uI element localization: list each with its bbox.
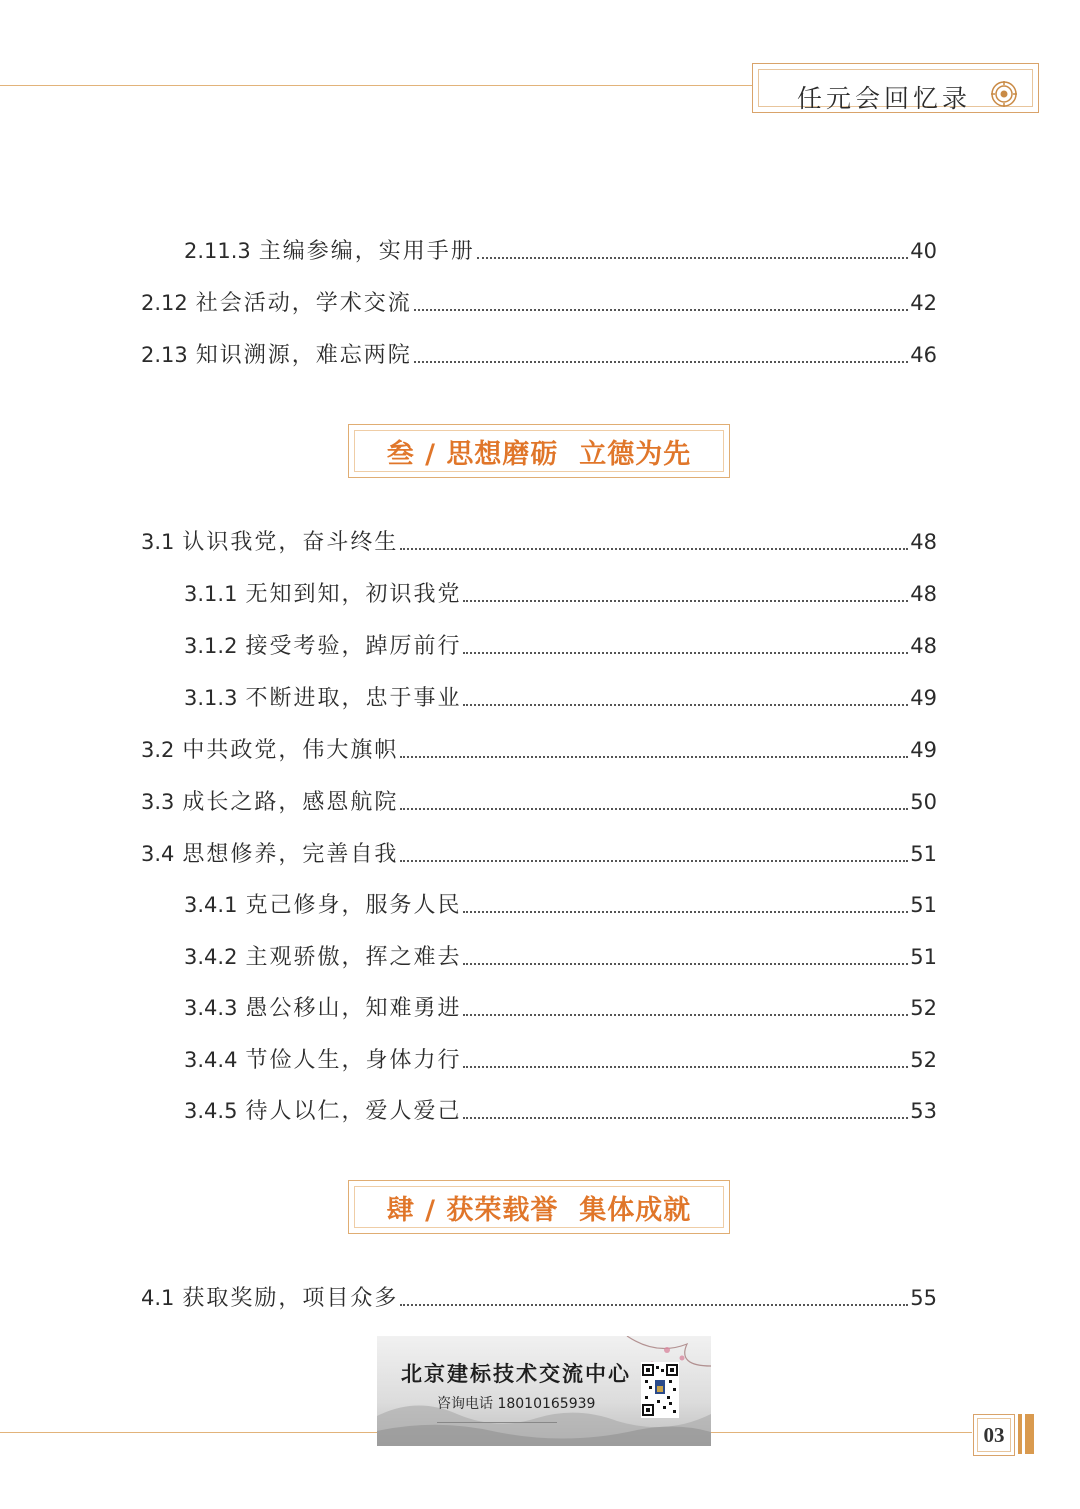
toc-entry[interactable] — [141, 1283, 937, 1313]
toc-number: 3.4.5 — [184, 1099, 238, 1123]
toc-title: 主编参编，实用手册 — [258, 239, 475, 264]
toc-number: 3.4.1 — [184, 893, 238, 917]
toc-entry[interactable] — [141, 735, 937, 765]
toc-leader — [400, 547, 908, 550]
toc-number: 3.3 — [141, 790, 175, 814]
toc-title: 认识我党，奋斗终生 — [182, 530, 399, 555]
toc-leader — [463, 910, 908, 913]
toc-page-number: 49 — [910, 686, 937, 710]
toc-leader — [400, 859, 908, 862]
toc-leader — [463, 703, 908, 706]
toc-page-number: 40 — [910, 239, 937, 263]
toc-entry[interactable] — [141, 839, 937, 869]
toc-number: 3.1.3 — [184, 686, 238, 710]
advert-title: 北京建标技术交流中心 — [401, 1361, 631, 1386]
toc-title: 克己修身，服务人民 — [245, 893, 462, 918]
toc-title: 接受考验，踔厉前行 — [245, 634, 462, 659]
toc-number: 2.11.3 — [184, 239, 251, 263]
toc-leader — [463, 1013, 908, 1016]
toc-page-number: 48 — [910, 530, 937, 554]
toc-number: 4.1 — [141, 1286, 175, 1310]
toc-leader — [463, 962, 908, 965]
header-rule — [0, 85, 752, 86]
toc-number: 3.4.2 — [184, 945, 238, 969]
toc-title: 节俭人生，身体力行 — [245, 1048, 462, 1073]
toc-page-number: 48 — [910, 634, 937, 658]
section-title: 叁 / 思想磨砺 立德为先 — [386, 438, 692, 470]
section-heading-3 — [348, 424, 730, 478]
toc-page-number: 51 — [910, 893, 937, 917]
toc-number: 3.1 — [141, 530, 175, 554]
toc-page-number: 55 — [910, 1286, 937, 1310]
toc-leader — [477, 256, 908, 259]
toc-entry[interactable] — [141, 340, 937, 370]
toc-number: 2.13 — [141, 343, 188, 367]
toc-page-number: 51 — [910, 945, 937, 969]
toc-number: 2.12 — [141, 291, 188, 315]
toc-page-number: 52 — [910, 996, 937, 1020]
qr-code-icon[interactable] — [641, 1362, 679, 1418]
toc-entry[interactable] — [141, 787, 937, 817]
toc-number: 3.1.1 — [184, 582, 238, 606]
toc-entry[interactable] — [184, 683, 937, 713]
advert-divider — [437, 1422, 557, 1423]
toc-leader — [400, 807, 908, 810]
toc-leader — [414, 308, 908, 311]
toc-entry[interactable] — [184, 579, 937, 609]
book-title: 任元会回忆录 — [797, 84, 972, 113]
toc-title: 中共政党，伟大旗帜 — [182, 738, 399, 763]
toc-entry[interactable] — [141, 288, 937, 318]
toc-title: 知识溯源，难忘两院 — [195, 343, 412, 368]
toc-entry[interactable] — [184, 1096, 937, 1126]
toc-entry[interactable] — [184, 1045, 937, 1075]
toc-title: 社会活动，学术交流 — [195, 291, 412, 316]
page-number: 03 — [977, 1418, 1011, 1452]
toc-leader — [463, 651, 908, 654]
toc-entry[interactable] — [184, 631, 937, 661]
toc-leader — [463, 1065, 908, 1068]
toc-title: 成长之路，感恩航院 — [182, 790, 399, 815]
toc-number: 3.2 — [141, 738, 175, 762]
toc-page-number: 53 — [910, 1099, 937, 1123]
header-title-box — [752, 63, 1039, 113]
toc-entry[interactable] — [184, 942, 937, 972]
toc-page-number: 48 — [910, 582, 937, 606]
toc-title: 获取奖励，项目众多 — [182, 1286, 399, 1311]
section-heading-4 — [348, 1180, 730, 1234]
toc-page-number: 46 — [910, 343, 937, 367]
toc-entry[interactable] — [184, 236, 937, 266]
section-title: 肆 / 获荣载誉 集体成就 — [386, 1194, 692, 1226]
toc-number: 3.4.4 — [184, 1048, 238, 1072]
toc-leader — [400, 755, 908, 758]
toc-title: 待人以仁，爱人爱己 — [245, 1099, 462, 1124]
toc-leader — [463, 599, 908, 602]
toc-title: 无知到知，初识我党 — [245, 582, 462, 607]
ornament-icon — [990, 80, 1018, 108]
toc-page-number: 50 — [910, 790, 937, 814]
toc-leader — [414, 360, 908, 363]
toc-leader — [400, 1303, 908, 1306]
toc-page-number: 52 — [910, 1048, 937, 1072]
toc-title: 愚公移山，知难勇进 — [245, 996, 462, 1021]
toc-title: 思想修养，完善自我 — [182, 842, 399, 867]
advert-banner[interactable] — [377, 1336, 711, 1446]
toc-number: 3.4.3 — [184, 996, 238, 1020]
toc-page-number: 51 — [910, 842, 937, 866]
page-number-badge — [973, 1414, 1015, 1456]
toc-title: 不断进取，忠于事业 — [245, 686, 462, 711]
advert-phone: 咨询电话 18010165939 — [437, 1396, 596, 1412]
toc-entry[interactable] — [141, 527, 937, 557]
toc-number: 3.1.2 — [184, 634, 238, 658]
toc-page-number: 42 — [910, 291, 937, 315]
toc-page-number: 49 — [910, 738, 937, 762]
toc-title: 主观骄傲，挥之难去 — [245, 945, 462, 970]
toc-leader — [463, 1116, 908, 1119]
toc-entry[interactable] — [184, 993, 937, 1023]
toc-number: 3.4 — [141, 842, 175, 866]
toc-entry[interactable] — [184, 890, 937, 920]
